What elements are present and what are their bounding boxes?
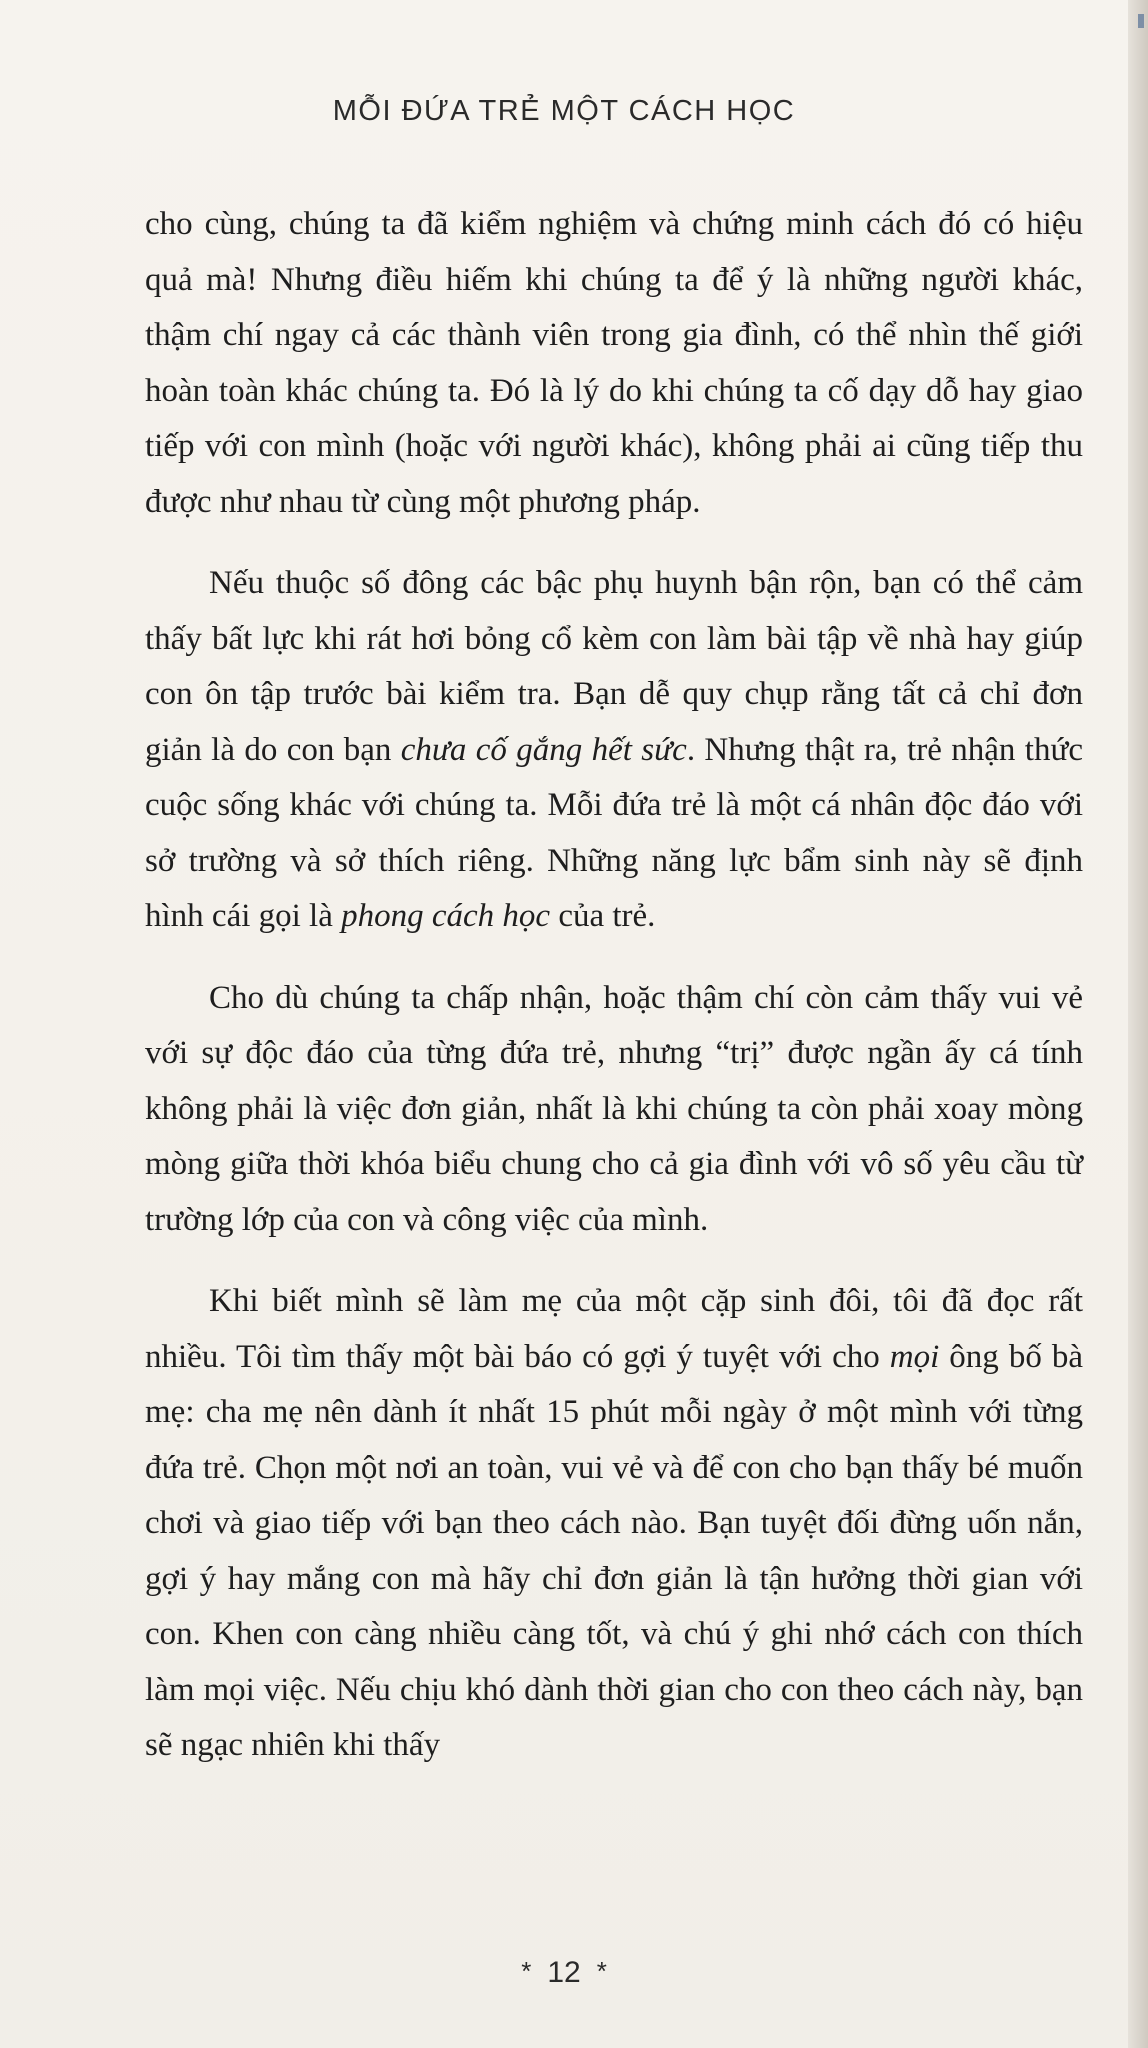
page-tab-marker	[1138, 14, 1144, 28]
paragraph-4-emphasis-1: mọi	[889, 1338, 940, 1375]
star-ornament-left: *	[521, 1956, 532, 1986]
running-header: MỖI ĐỨA TRẺ MỘT CÁCH HỌC	[332, 95, 796, 127]
paragraph-2	[145, 556, 1083, 945]
star-ornament-right: *	[596, 1956, 607, 1986]
body-text	[145, 197, 1083, 1800]
paragraph-2-emphasis-1: chưa cố gắng hết sức	[400, 731, 687, 768]
page-footer	[0, 1956, 1128, 1990]
paragraph-4	[145, 1274, 1083, 1774]
paragraph-1: cho cùng, chúng ta đã kiểm nghiệm và chứng minh cách đó có hiệu quả mà! Nhưng điều hiếm khi chúng ta để ý là những người khác, thậm chí ngay cả các thành viên trong gia đình, có thể nhìn thế giới hoàn toàn khác chúng ta. Đó là lý do khi chúng ta cố dạy dỗ hay giao tiếp với con mình (hoặc với người khác), không phải ai cũng tiếp thu được như nhau từ cùng một phương pháp.	[145, 206, 1083, 520]
page-edge-shadow	[1128, 0, 1148, 2048]
paragraph-2-part-3: của trẻ.	[550, 898, 656, 934]
page-number: 12	[547, 1956, 581, 1989]
paragraph-2-part-1: Nếu thuộc số đông các bậc phụ huynh bận rộn, bạn có thể cảm thấy bất lực khi rát hơi bỏng cổ kèm con làm bài tập về nhà hay giúp con ôn tập trước bài kiểm tra. Bạn dễ quy chụp rằng tất cả chỉ đơn giản là do con bạn	[145, 565, 1083, 768]
paragraph-4-part-1: Khi biết mình sẽ làm mẹ của một cặp sinh đôi, tôi đã đọc rất nhiều. Tôi tìm thấy một bài báo có gợi ý tuyệt với cho	[145, 1283, 1083, 1375]
paragraph-3: Cho dù chúng ta chấp nhận, hoặc thậm chí còn cảm thấy vui vẻ với sự độc đáo của từng đứa trẻ, nhưng “trị” được ngần ấy cá tính không phải là việc đơn giản, nhất là khi chúng ta còn phải xoay mòng mòng giữa thời khóa biểu chung cho cả gia đình với vô số yêu cầu từ trường lớp của con và công việc của mình.	[145, 979, 1083, 1238]
paragraph-4-part-2: ông bố bà mẹ: cha mẹ nên dành ít nhất 15 phút mỗi ngày ở một mình với từng đứa trẻ. Chọn một nơi an toàn, vui vẻ và để con cho bạn thấy bé muốn chơi và giao tiếp với bạn theo cách nào. Bạn tuyệt đối đừng uốn nắn, gợi ý hay mắng con mà hãy chỉ đơn giản là tận hưởng thời gian với con. Khen con càng nhiều càng tốt, và chú ý ghi nhớ cách con thích làm mọi việc. Nếu chịu khó dành thời gian cho con theo cách này, bạn sẽ ngạc nhiên khi thấy	[145, 1338, 1083, 1763]
paragraph-2-part-2: . Nhưng thật ra, trẻ nhận thức cuộc sống khác với chúng ta. Mỗi đứa trẻ là một cá nhân độc đáo với sở trường và sở thích riêng. Những năng lực bẩm sinh này sẽ định hình cái gọi là	[145, 731, 1083, 934]
paragraph-2-emphasis-2: phong cách học	[341, 898, 551, 934]
